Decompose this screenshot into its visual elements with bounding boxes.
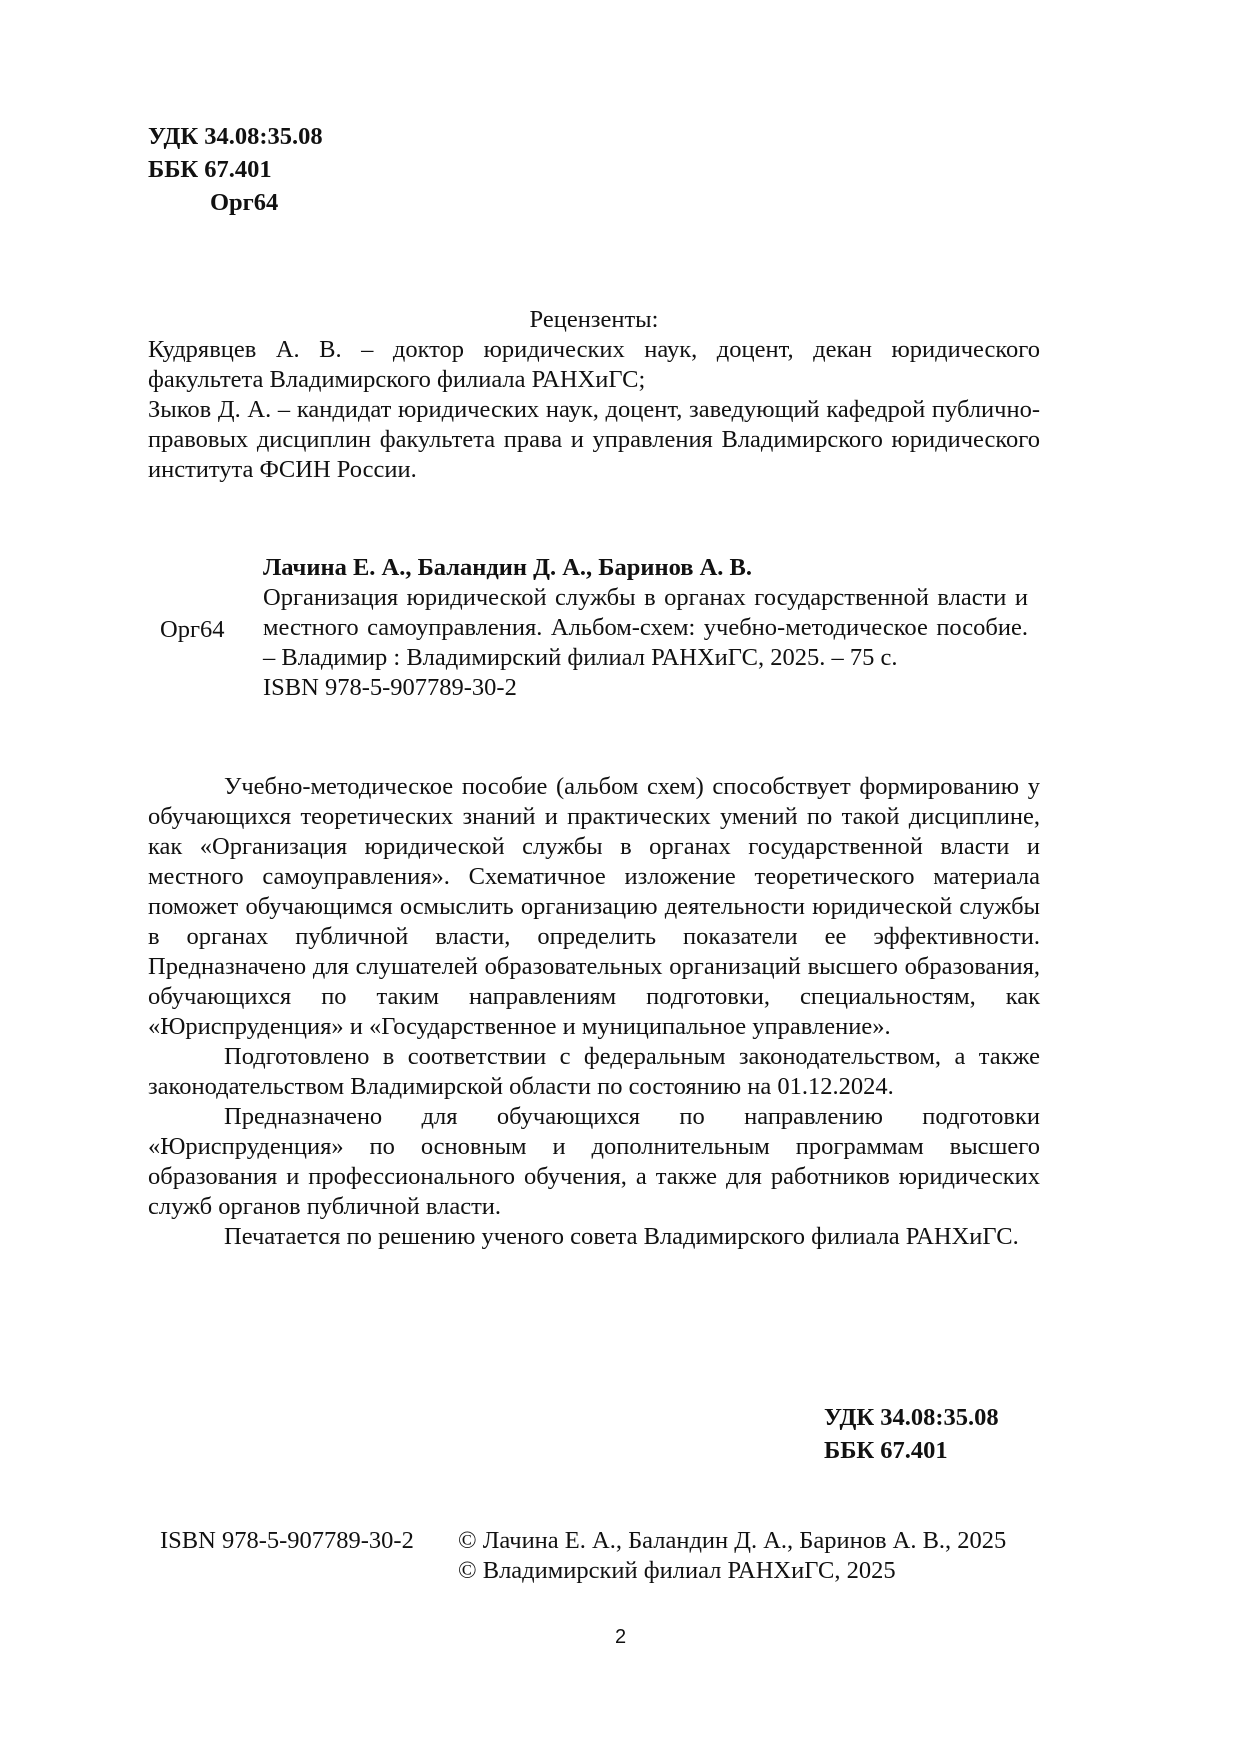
annotation-paragraph: Предназначено для обучающихся по направлению подготовки «Юриспруденция» по основным и дополнительным программам высшего образования и профессионального обучения, а также для работников юридических служб органов публичной власти. [148, 1103, 1040, 1220]
reviewers-title: Рецензенты: [529, 306, 659, 333]
page-number: 2 [614, 1626, 627, 1648]
bottom-bbk: ББК 67.401 [824, 1437, 948, 1464]
annotation-paragraph: Учебно-методическое пособие (альбом схем) способствует формированию у обучающихся теоретических знаний и практических умений по такой дисциплине, как «Организация юридической службы в органах государственной власти и местного самоуправления». Схематичное изложение теоретического материала поможет обучающимся осмыслить организацию деятельности юридической службы в органах публичной власти, определить показатели ее эффективности. Предназначено для слушателей образовательных организаций высшего образования, обучающихся по таким направлениям подготовки, специальностям, как «Юриспруденция» и «Государственное и муниципальное управление». [148, 773, 1040, 1040]
top-classification-block [148, 120, 323, 219]
top-udk: УДК 34.08:35.08 [148, 123, 323, 150]
reviewer-item: Кудрявцев А. В. – доктор юридических наук, доцент, декан юридического факультета Владимирского филиала РАНХиГС; [148, 336, 1040, 393]
catalog-isbn: ISBN 978-5-907789-30-2 [263, 674, 517, 701]
annotation-paragraph: Печатается по решению ученого совета Владимирского филиала РАНХиГС. [224, 1223, 1019, 1250]
catalog-entry [263, 553, 1028, 703]
catalog-authors: Лачина Е. А., Баландин Д. А., Баринов А. В. [263, 554, 753, 581]
top-author-sign: Орг64 [210, 189, 279, 216]
copyright-isbn: ISBN 978-5-907789-30-2 [160, 1527, 414, 1554]
annotation-block [148, 772, 1040, 1252]
reviewers-block [148, 305, 1040, 485]
catalog-description: Организация юридической службы в органах государственной власти и местного самоуправления. Альбом-схем: учебно-методическое пособие. – Владимир : Владимирский филиал РАНХиГС, 2025. – 75 с. [263, 584, 1028, 671]
annotation-paragraph: Подготовлено в соответствии с федеральным законодательством, а также законодательством Владимирской области по состоянию на 01.12.2024. [148, 1043, 1040, 1100]
bottom-classification-block [824, 1401, 999, 1467]
bottom-udk: УДК 34.08:35.08 [824, 1404, 999, 1431]
top-bbk: ББК 67.401 [148, 156, 272, 183]
copyright-block [458, 1526, 1006, 1586]
catalog-code: Орг64 [160, 616, 225, 643]
copyright-authors: © Лачина Е. А., Баландин Д. А., Баринов А. В., 2025 [458, 1527, 1007, 1554]
copyright-publisher: © Владимирский филиал РАНХиГС, 2025 [458, 1557, 896, 1584]
reviewer-item: Зыков Д. А. – кандидат юридических наук, доцент, заведующий кафедрой публично-правовых дисциплин факультета права и управления Владимирского юридического института ФСИН России. [148, 396, 1040, 483]
